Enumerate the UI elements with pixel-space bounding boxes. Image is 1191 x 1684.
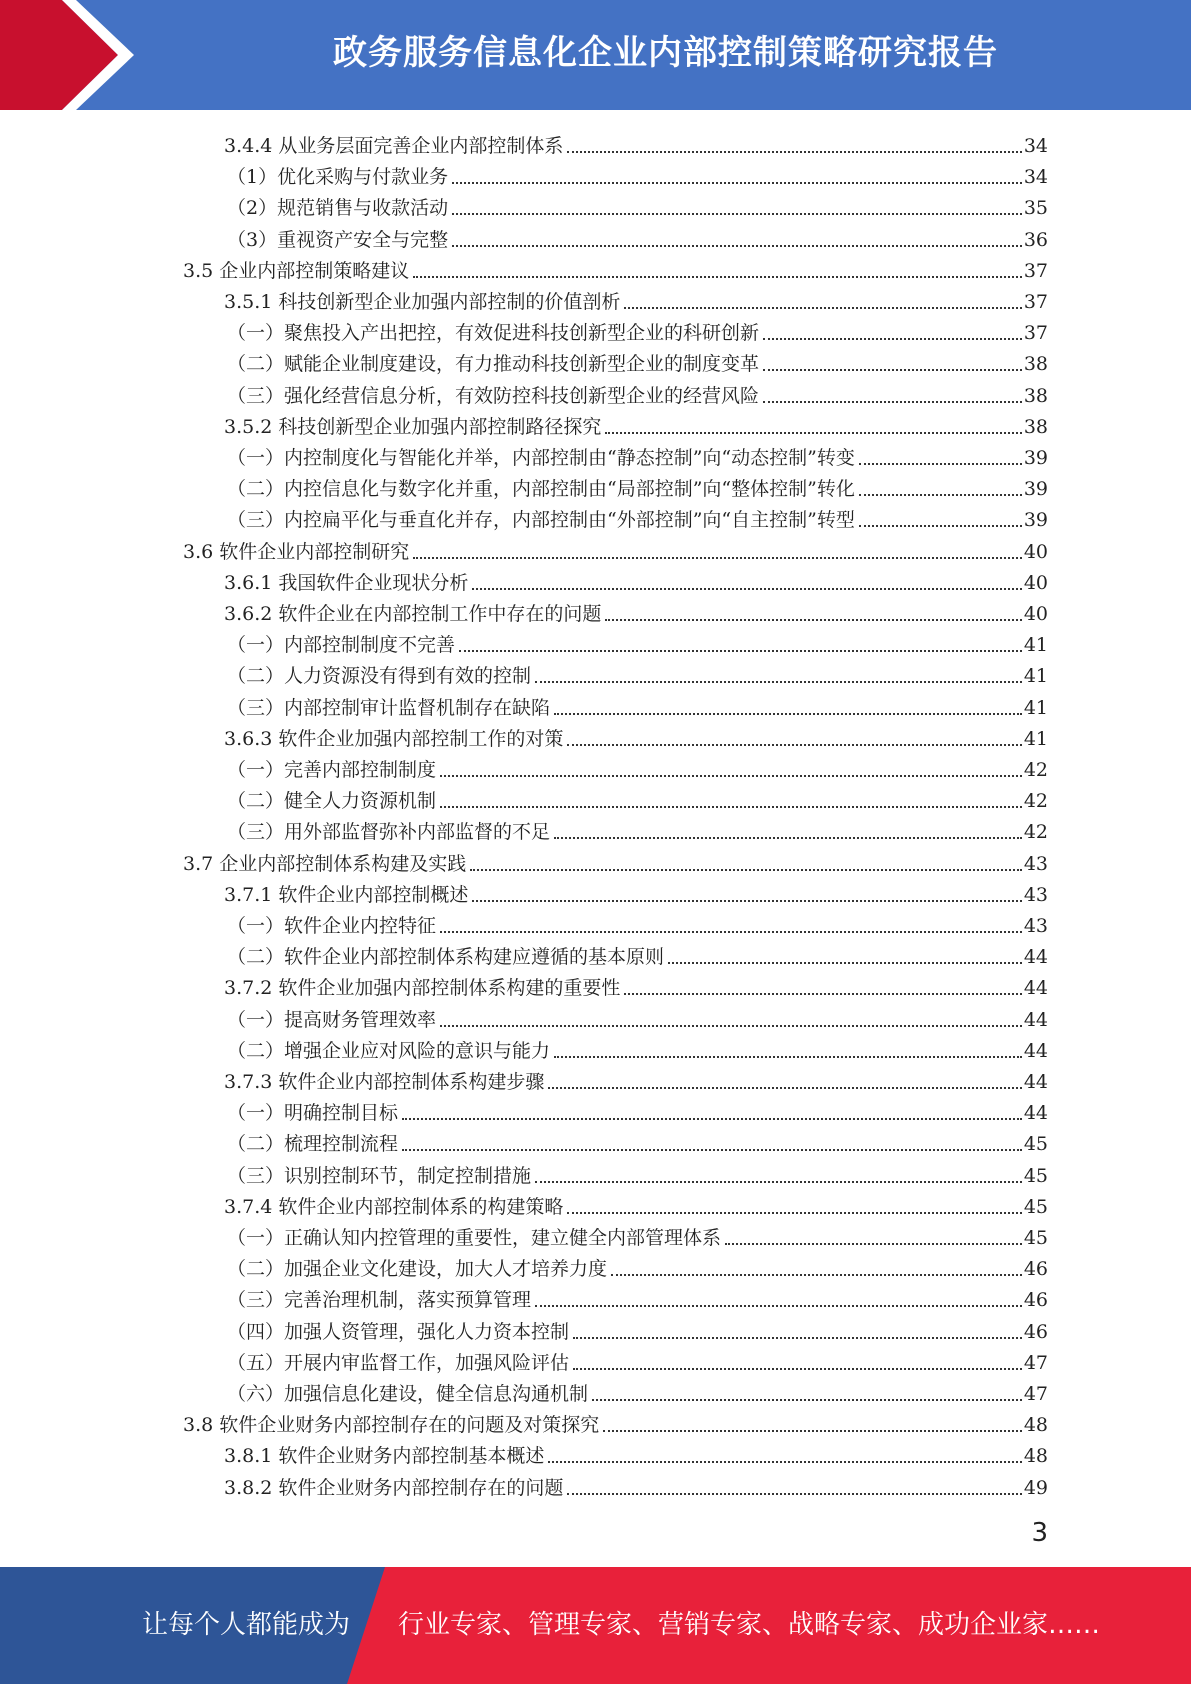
toc-entry-title: （六）加强信息化建设，健全信息沟通机制 <box>227 1383 589 1405</box>
toc-entry-page: 44 <box>1023 1008 1048 1031</box>
toc-leader-dots <box>554 837 1022 839</box>
toc-entry-title: （一）软件企业内控特征 <box>227 915 437 937</box>
toc-entry[interactable] <box>183 253 1048 284</box>
toc-entry-title: 3.8.2 软件企业财务内部控制存在的问题 <box>224 1476 564 1499</box>
toc-entry[interactable] <box>224 877 1048 908</box>
toc-leader-dots <box>548 1087 1021 1089</box>
page-number: 3 <box>1031 1518 1048 1548</box>
toc-entry-page: 46 <box>1023 1320 1048 1343</box>
toc-entry-title: （二）赋能企业制度建设，有力推动科技创新型企业的制度变革 <box>227 353 760 376</box>
toc-entry[interactable] <box>227 1002 1048 1033</box>
toc-leader-dots <box>763 338 1022 340</box>
toc-entry-title: （1）优化采购与付款业务 <box>227 166 449 189</box>
toc-entry[interactable] <box>227 502 1048 533</box>
toc-entry[interactable] <box>183 846 1048 877</box>
toc-entry-title: （一）提高财务管理效率 <box>227 1008 437 1031</box>
toc-entry-title: （一）完善内部控制制度 <box>227 759 437 781</box>
toc-leader-dots <box>624 307 1021 309</box>
toc-leader-dots <box>535 681 1022 683</box>
toc-leader-dots <box>535 1305 1022 1307</box>
toc-leader-dots <box>859 494 1022 496</box>
toc-entry-title: （四）加强人资管理，强化人力资本控制 <box>227 1320 570 1343</box>
toc-entry-page: 39 <box>1023 509 1048 532</box>
toc-leader-dots <box>567 151 1021 153</box>
toc-entry-title: （3）重视资产安全与完整 <box>227 228 449 251</box>
page-header <box>0 0 1191 110</box>
toc-entry-title: （一）聚焦投入产出把控，有效促进科技创新型企业的科研创新 <box>227 322 760 345</box>
toc-entry[interactable] <box>227 1314 1048 1345</box>
toc-entry-title: （二）梳理控制流程 <box>227 1133 399 1156</box>
toc-leader-dots <box>402 1118 1022 1120</box>
toc-entry-title: （三）强化经营信息分析，有效防控科技创新型企业的经营风险 <box>227 384 760 407</box>
toc-entry[interactable] <box>227 315 1048 346</box>
toc-entry-page: 43 <box>1023 852 1048 875</box>
toc-entry-page: 44 <box>1023 946 1048 969</box>
toc-entry-page: 46 <box>1023 1289 1048 1312</box>
toc-entry[interactable] <box>227 908 1048 939</box>
toc-leader-dots <box>472 588 1021 590</box>
toc-leader-dots <box>452 213 1022 215</box>
toc-entry-page: 37 <box>1023 322 1048 345</box>
toc-entry-title: （二）增强企业应对风险的意识与能力 <box>227 1039 551 1062</box>
toc-leader-dots <box>567 744 1021 746</box>
toc-leader-dots <box>573 1337 1022 1339</box>
toc-entry[interactable] <box>224 409 1048 440</box>
toc-entry-page: 37 <box>1023 259 1048 282</box>
toc-entry[interactable] <box>227 1345 1048 1376</box>
toc-entry-page: 44 <box>1023 1039 1048 1062</box>
toc-leader-dots <box>440 806 1022 808</box>
toc-entry-title: 3.6.1 我国软件企业现状分析 <box>224 571 469 594</box>
toc-entry-page: 47 <box>1023 1383 1048 1405</box>
toc-entry-page: 41 <box>1023 727 1048 750</box>
toc-entry-page: 46 <box>1023 1258 1048 1281</box>
toc-entry[interactable] <box>224 970 1048 1001</box>
toc-entry-page: 43 <box>1023 915 1048 937</box>
toc-entry[interactable] <box>227 1220 1048 1251</box>
toc-entry[interactable] <box>183 534 1048 565</box>
toc-entry-page: 48 <box>1023 1445 1048 1468</box>
toc-entry-title: 3.8 软件企业财务内部控制存在的问题及对策探究 <box>183 1414 600 1437</box>
toc-leader-dots <box>763 401 1022 403</box>
toc-entry-title: （一）正确认知内控管理的重要性，建立健全内部管理体系 <box>227 1227 722 1249</box>
toc-entry-title: 3.4.4 从业务层面完善企业内部控制体系 <box>224 135 564 157</box>
toc-entry-page: 45 <box>1023 1164 1048 1187</box>
toc-entry-page: 35 <box>1023 197 1048 220</box>
toc-entry[interactable] <box>227 378 1048 409</box>
toc-entry-page: 42 <box>1023 790 1048 813</box>
toc-leader-dots <box>611 1274 1022 1276</box>
toc-leader-dots <box>472 900 1021 902</box>
toc-entry-title: （一）明确控制目标 <box>227 1102 399 1125</box>
toc-entry-title: （三）完善治理机制，落实预算管理 <box>227 1289 532 1312</box>
toc-entry[interactable] <box>227 159 1048 190</box>
toc-leader-dots <box>624 993 1021 995</box>
toc-entry[interactable] <box>227 222 1048 253</box>
toc-leader-dots <box>452 245 1022 247</box>
toc-entry-title: （二）内控信息化与数字化并重，内部控制由“局部控制”向“整体控制”转化 <box>227 478 855 501</box>
toc-leader-dots <box>548 1461 1021 1463</box>
toc-entry-page: 41 <box>1023 634 1048 657</box>
toc-entry-page: 37 <box>1023 291 1048 313</box>
toc-entry-title: 3.6.3 软件企业加强内部控制工作的对策 <box>224 727 564 750</box>
toc-entry-page: 45 <box>1023 1227 1048 1249</box>
toc-entry-page: 48 <box>1023 1414 1048 1437</box>
toc-leader-dots <box>859 525 1022 527</box>
toc-entry-page: 38 <box>1023 384 1048 407</box>
toc-leader-dots <box>452 182 1022 184</box>
toc-entry[interactable] <box>227 1095 1048 1126</box>
toc-entry-title: 3.5.1 科技创新型企业加强内部控制的价值剖析 <box>224 291 621 313</box>
toc-entry[interactable] <box>224 1438 1048 1469</box>
toc-entry-page: 40 <box>1023 540 1048 563</box>
toc-leader-dots <box>668 962 1022 964</box>
toc-entry-title: （二）加强企业文化建设，加大人才培养力度 <box>227 1258 608 1281</box>
toc-leader-dots <box>413 276 1022 278</box>
toc-leader-dots <box>592 1399 1022 1401</box>
toc-leader-dots <box>605 619 1021 621</box>
toc-entry[interactable] <box>224 721 1048 752</box>
toc-entry[interactable] <box>227 1126 1048 1157</box>
toc-entry-page: 45 <box>1023 1195 1048 1218</box>
toc-leader-dots <box>554 713 1022 715</box>
toc-entry-page: 44 <box>1023 1102 1048 1125</box>
toc-entry[interactable] <box>227 471 1048 502</box>
toc-entry-title: 3.7.1 软件企业内部控制概述 <box>224 883 469 906</box>
toc-leader-dots <box>459 650 1022 652</box>
toc-entry[interactable] <box>224 1064 1048 1095</box>
toc-entry[interactable] <box>224 284 1048 315</box>
toc-entry[interactable] <box>227 190 1048 221</box>
toc-entry-page: 38 <box>1023 353 1048 376</box>
toc-entry-page: 38 <box>1023 415 1048 438</box>
toc-leader-dots <box>605 432 1021 434</box>
toc-entry[interactable] <box>227 1282 1048 1313</box>
toc-leader-dots <box>859 463 1022 465</box>
toc-entry[interactable] <box>227 752 1048 783</box>
toc-leader-dots <box>402 1149 1022 1151</box>
toc-entry[interactable] <box>224 565 1048 596</box>
toc-entry-page: 42 <box>1023 821 1048 844</box>
toc-leader-dots <box>567 1212 1021 1214</box>
toc-entry-title: （二）健全人力资源机制 <box>227 790 437 813</box>
toc-entry-title: 3.6 软件企业内部控制研究 <box>183 540 410 563</box>
toc-leader-dots <box>573 1368 1022 1370</box>
toc-entry-title: （五）开展内审监督工作，加强风险评估 <box>227 1351 570 1374</box>
toc-entry-page: 39 <box>1023 447 1048 469</box>
toc-entry[interactable] <box>224 128 1048 159</box>
toc-leader-dots <box>440 1025 1022 1027</box>
header-red-chevron <box>0 0 150 110</box>
toc-entry-title: 3.7.2 软件企业加强内部控制体系构建的重要性 <box>224 977 621 1000</box>
footer-slogan-left: 让每个人都能成为 <box>142 1610 351 1640</box>
toc-leader-dots <box>725 1243 1022 1245</box>
toc-entry-title: 3.7 企业内部控制体系构建及实践 <box>183 852 467 875</box>
toc-entry[interactable] <box>227 814 1048 845</box>
toc-leader-dots <box>567 1493 1021 1495</box>
toc-entry-title: （三）用外部监督弥补内部监督的不足 <box>227 821 551 844</box>
toc-entry[interactable] <box>224 596 1048 627</box>
toc-entry[interactable] <box>227 627 1048 658</box>
toc-entry-page: 47 <box>1023 1351 1048 1374</box>
toc-entry[interactable] <box>227 783 1048 814</box>
toc-entry[interactable] <box>227 690 1048 721</box>
toc-entry[interactable] <box>224 1470 1048 1501</box>
footer-slogan-right: 行业专家、管理专家、营销专家、战略专家、成功企业家…… <box>398 1610 1101 1640</box>
toc-entry-page: 44 <box>1023 977 1048 1000</box>
toc-entry-page: 42 <box>1023 759 1048 781</box>
toc-entry[interactable] <box>227 346 1048 377</box>
page-footer <box>0 1567 1191 1684</box>
toc-entry[interactable] <box>227 1158 1048 1189</box>
toc-entry-title: 3.7.3 软件企业内部控制体系构建步骤 <box>224 1071 545 1093</box>
toc-entry[interactable] <box>183 1407 1048 1438</box>
toc-leader-dots <box>440 775 1022 777</box>
toc-entry-page: 40 <box>1023 571 1048 594</box>
toc-leader-dots <box>413 557 1022 559</box>
toc-entry[interactable] <box>224 1189 1048 1220</box>
toc-entry-page: 44 <box>1023 1071 1048 1093</box>
document-title: 政务服务信息化企业内部控制策略研究报告 <box>333 33 998 73</box>
toc-entry-page: 39 <box>1023 478 1048 501</box>
toc-entry[interactable] <box>227 440 1048 471</box>
toc-leader-dots <box>603 1430 1022 1432</box>
toc-entry[interactable] <box>227 1033 1048 1064</box>
toc-leader-dots <box>554 1056 1022 1058</box>
toc-entry-page: 49 <box>1023 1476 1048 1499</box>
toc-entry[interactable] <box>227 939 1048 970</box>
toc-entry-title: （三）识别控制环节，制定控制措施 <box>227 1164 532 1187</box>
toc-entry-page: 34 <box>1023 166 1048 189</box>
toc-entry-page: 40 <box>1023 603 1048 625</box>
toc-entry-title: 3.5 企业内部控制策略建议 <box>183 259 410 282</box>
toc-leader-dots <box>440 931 1022 933</box>
toc-entry-title: （二）人力资源没有得到有效的控制 <box>227 665 532 688</box>
toc-entry-page: 43 <box>1023 883 1048 906</box>
toc-entry-page: 41 <box>1023 696 1048 719</box>
toc-entry-title: 3.8.1 软件企业财务内部控制基本概述 <box>224 1445 545 1468</box>
toc-entry-title: （三）内控扁平化与垂直化并存，内部控制由“外部控制”向“自主控制”转型 <box>227 509 855 532</box>
toc-entry-title: （一）内部控制制度不完善 <box>227 634 456 657</box>
toc-entry-page: 45 <box>1023 1133 1048 1156</box>
toc-entry-title: （一）内控制度化与智能化并举，内部控制由“静态控制”向“动态控制”转变 <box>227 447 855 469</box>
toc-entry-title: 3.5.2 科技创新型企业加强内部控制路径探究 <box>224 415 602 438</box>
toc-entry-title: （二）软件企业内部控制体系构建应遵循的基本原则 <box>227 946 665 969</box>
toc-leader-dots <box>470 869 1022 871</box>
toc-entry-title: （2）规范销售与收款活动 <box>227 197 449 220</box>
toc-leader-dots <box>763 369 1022 371</box>
toc-entry[interactable] <box>227 1376 1048 1407</box>
toc-entry-title: 3.6.2 软件企业在内部控制工作中存在的问题 <box>224 603 602 625</box>
toc-entry-title: 3.7.4 软件企业内部控制体系的构建策略 <box>224 1195 564 1218</box>
toc-entry-title: （三）内部控制审计监督机制存在缺陷 <box>227 696 551 719</box>
toc-entry-page: 34 <box>1023 135 1048 157</box>
toc-leader-dots <box>535 1181 1022 1183</box>
toc-entry[interactable] <box>227 658 1048 689</box>
toc-entry-page: 41 <box>1023 665 1048 688</box>
toc-entry[interactable] <box>227 1251 1048 1282</box>
toc-entry-page: 36 <box>1023 228 1048 251</box>
